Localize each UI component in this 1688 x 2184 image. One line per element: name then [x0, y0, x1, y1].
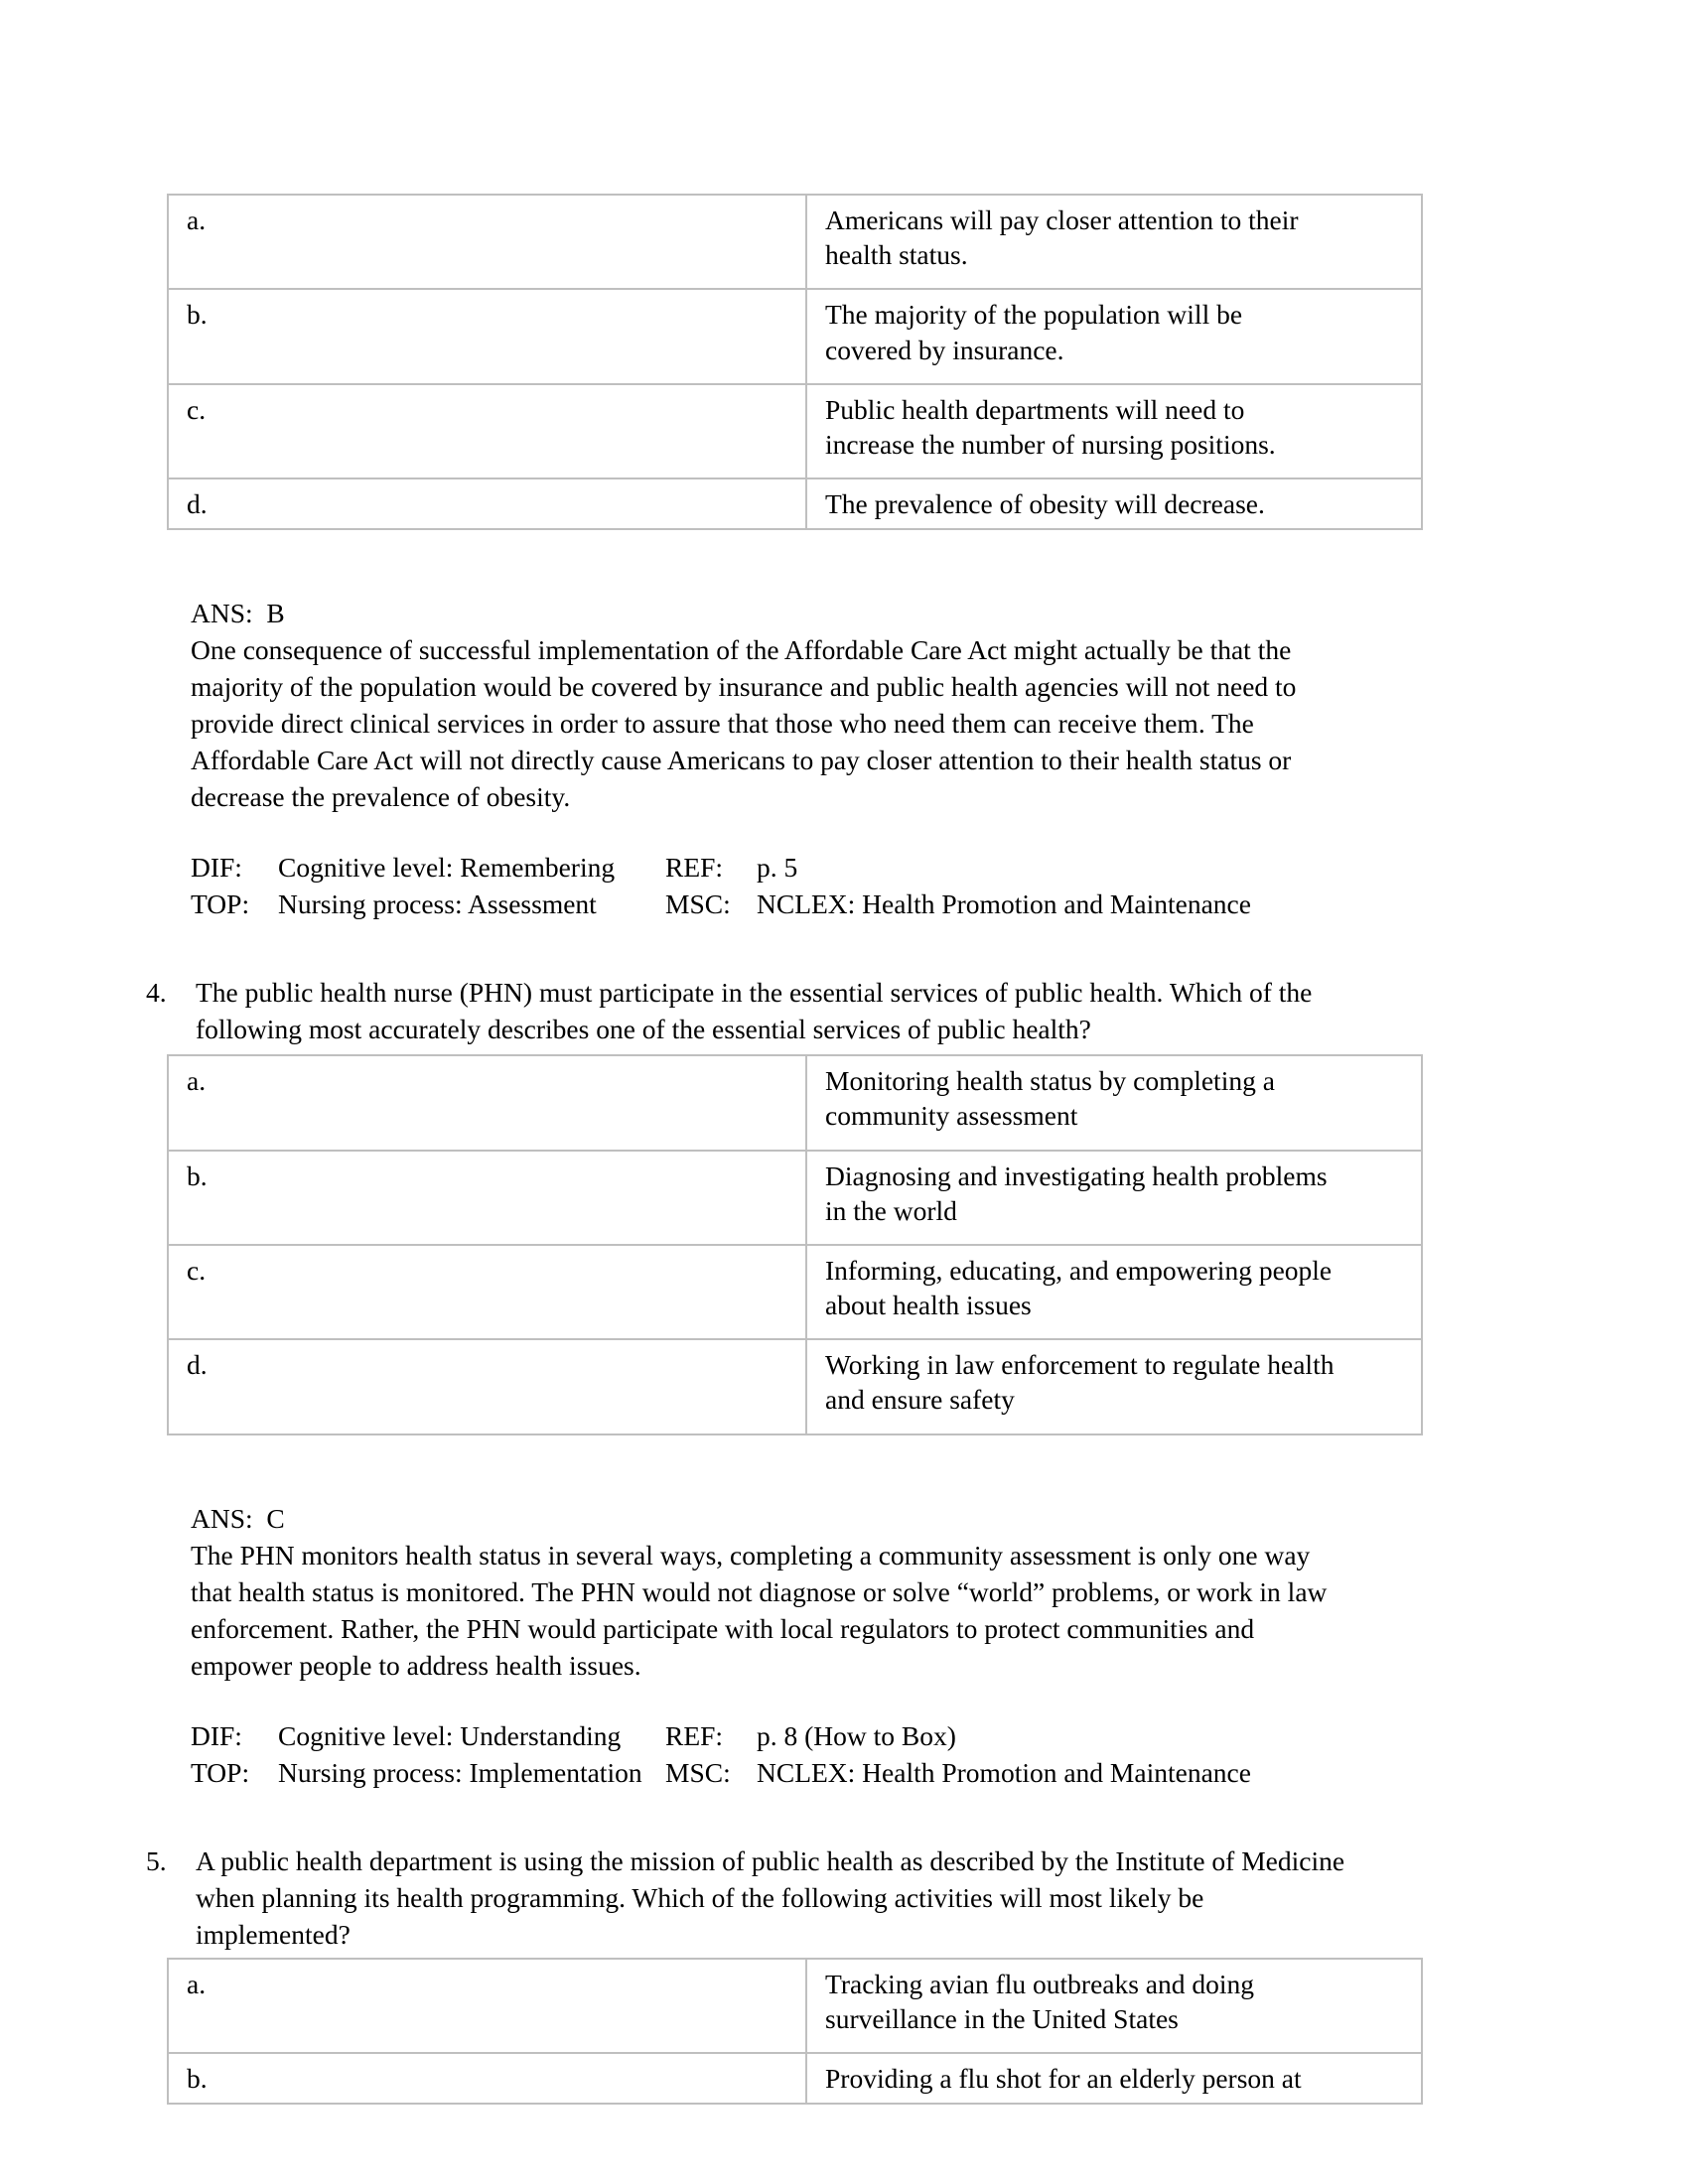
rationale-line: One consequence of successful implementation of the Affordable Care Act might actually be that the [191, 634, 1292, 666]
meta-row-top-msc [191, 887, 1688, 923]
option-text-line: Americans will pay closer attention to their [825, 205, 1299, 235]
q5-options-table [167, 1958, 1423, 2106]
rationale-line: The PHN monitors health status in several ways, completing a community assessment is only one way [191, 1539, 1311, 1570]
option-text-cell [806, 289, 1422, 383]
option-letter: a. [187, 1968, 207, 1999]
meta-row-dif-ref [191, 850, 1688, 887]
option-text-line: Working in law enforcement to regulate health [825, 1349, 1335, 1381]
rationale-line: that health status is monitored. The PHN would not diagnose or solve “world” problems, or work in law [191, 1575, 1328, 1607]
option-text-line: increase the number of nursing positions. [825, 428, 1276, 460]
rationale-line: decrease the prevalence of obesity. [191, 781, 571, 813]
option-letter-cell [168, 1339, 806, 1433]
q4-meta-block [191, 1718, 1688, 1792]
table-row[interactable] [168, 1055, 1422, 1150]
option-text-line: The majority of the population will be [825, 299, 1243, 331]
option-text-cell [806, 384, 1422, 478]
option-text-cell [806, 1339, 1422, 1433]
option-letter: a. [187, 1065, 207, 1097]
option-text-line: about health issues [825, 1290, 1032, 1321]
question-line: A public health department is using the mission of public health as described by the Institute of Medicine [196, 1844, 1345, 1876]
question-line: implemented? [196, 1918, 351, 1950]
option-text-line: Public health departments will need to [825, 393, 1245, 425]
rationale-line: Affordable Care Act will not directly cause Americans to pay closer attention to their health status or [191, 745, 1292, 776]
question-number: 5. [146, 1844, 167, 1876]
q3-options-table [167, 194, 1423, 530]
meta-row-dif-ref [191, 1718, 1688, 1755]
option-text-line: and ensure safety [825, 1384, 1015, 1416]
option-letter: b. [187, 2062, 208, 2094]
table-row[interactable] [168, 195, 1422, 289]
table-row[interactable] [168, 2053, 1422, 2104]
table-row[interactable] [168, 384, 1422, 478]
option-text-line: covered by insurance. [825, 334, 1064, 365]
rationale-line: enforcement. Rather, the PHN would participate with local regulators to protect communities and [191, 1612, 1255, 1644]
q3-meta-block [191, 850, 1688, 923]
option-letter-cell [168, 289, 806, 383]
option-text-line: The prevalence of obesity will decrease. [825, 488, 1265, 520]
q4-options-table [167, 1054, 1423, 1435]
dif-value: Cognitive level: Understanding [278, 1719, 622, 1751]
option-letter: b. [187, 299, 208, 331]
dif-value: Cognitive level: Remembering [278, 852, 616, 884]
ref-key: REF: [665, 852, 724, 884]
option-text-cell [806, 1959, 1422, 2053]
option-text-line: health status. [825, 239, 968, 271]
option-text-cell [806, 478, 1422, 529]
option-letter: b. [187, 1160, 208, 1191]
option-letter-cell [168, 1055, 806, 1150]
top-value: Nursing process: Implementation [278, 1756, 642, 1788]
table-row[interactable] [168, 1245, 1422, 1339]
option-text-line: Providing a flu shot for an elderly person at [825, 2062, 1302, 2094]
table-row[interactable] [168, 1959, 1422, 2053]
table-row[interactable] [168, 478, 1422, 529]
table-row[interactable] [168, 289, 1422, 383]
option-letter: a. [187, 205, 207, 235]
option-letter: c. [187, 393, 207, 425]
answer-label: ANS: C [191, 1502, 285, 1534]
option-letter-cell [168, 1245, 806, 1339]
table-row[interactable] [168, 1151, 1422, 1245]
rationale-line: empower people to address health issues. [191, 1649, 641, 1681]
question-line: The public health nurse (PHN) must participate in the essential services of public health. Which of the [196, 977, 1313, 1009]
ref-value: p. 8 (How to Box) [757, 1719, 956, 1751]
question-text [196, 1843, 1688, 1954]
msc-value: NCLEX: Health Promotion and Maintenance [757, 888, 1251, 920]
option-text-line: Diagnosing and investigating health problems [825, 1160, 1328, 1191]
question-number: 4. [146, 977, 167, 1009]
option-letter: d. [187, 1349, 208, 1381]
option-text-cell [806, 1151, 1422, 1245]
rationale-line: majority of the population would be covered by insurance and public health agencies will not need to [191, 671, 1297, 703]
question-line: when planning its health programming. Which of the following activities will most likely be [196, 1881, 1204, 1913]
option-text-line: community assessment [825, 1100, 1078, 1132]
option-text-cell [806, 1245, 1422, 1339]
option-letter-cell [168, 1959, 806, 2053]
msc-key: MSC: [665, 888, 731, 920]
question-line: following most accurately describes one of the essential services of public health? [196, 1014, 1091, 1045]
q4-answer-block [191, 1501, 1688, 1685]
top-value: Nursing process: Assessment [278, 888, 597, 920]
ref-key: REF: [665, 1719, 724, 1751]
option-letter: d. [187, 488, 208, 520]
option-letter: c. [187, 1254, 207, 1286]
msc-value: NCLEX: Health Promotion and Maintenance [757, 1756, 1251, 1788]
option-text-line: in the world [825, 1194, 957, 1226]
option-text-cell [806, 2053, 1422, 2104]
option-letter-cell [168, 195, 806, 289]
question-5 [144, 1843, 1688, 1954]
option-text-cell [806, 195, 1422, 289]
question-4 [144, 975, 1688, 1048]
option-text-line: Informing, educating, and empowering people [825, 1254, 1333, 1286]
option-text-line: surveillance in the United States [825, 2002, 1179, 2034]
msc-key: MSC: [665, 1756, 731, 1788]
option-text-line: Tracking avian flu outbreaks and doing [825, 1968, 1255, 1999]
ref-value: p. 5 [757, 852, 798, 884]
question-text [196, 975, 1688, 1048]
option-letter-cell [168, 1151, 806, 1245]
rationale-line: provide direct clinical services in order to assure that those who need them can receive them. The [191, 708, 1254, 740]
table-row[interactable] [168, 1339, 1422, 1433]
option-letter-cell [168, 2053, 806, 2104]
meta-row-top-msc [191, 1755, 1688, 1792]
top-key: TOP: [191, 888, 250, 920]
answer-label: ANS: B [191, 598, 285, 629]
option-text-cell [806, 1055, 1422, 1150]
q3-answer-block [191, 596, 1688, 816]
dif-key: DIF: [191, 1719, 242, 1751]
dif-key: DIF: [191, 852, 242, 884]
option-letter-cell [168, 478, 806, 529]
option-text-line: Monitoring health status by completing a [825, 1065, 1275, 1097]
top-key: TOP: [191, 1756, 250, 1788]
option-letter-cell [168, 384, 806, 478]
